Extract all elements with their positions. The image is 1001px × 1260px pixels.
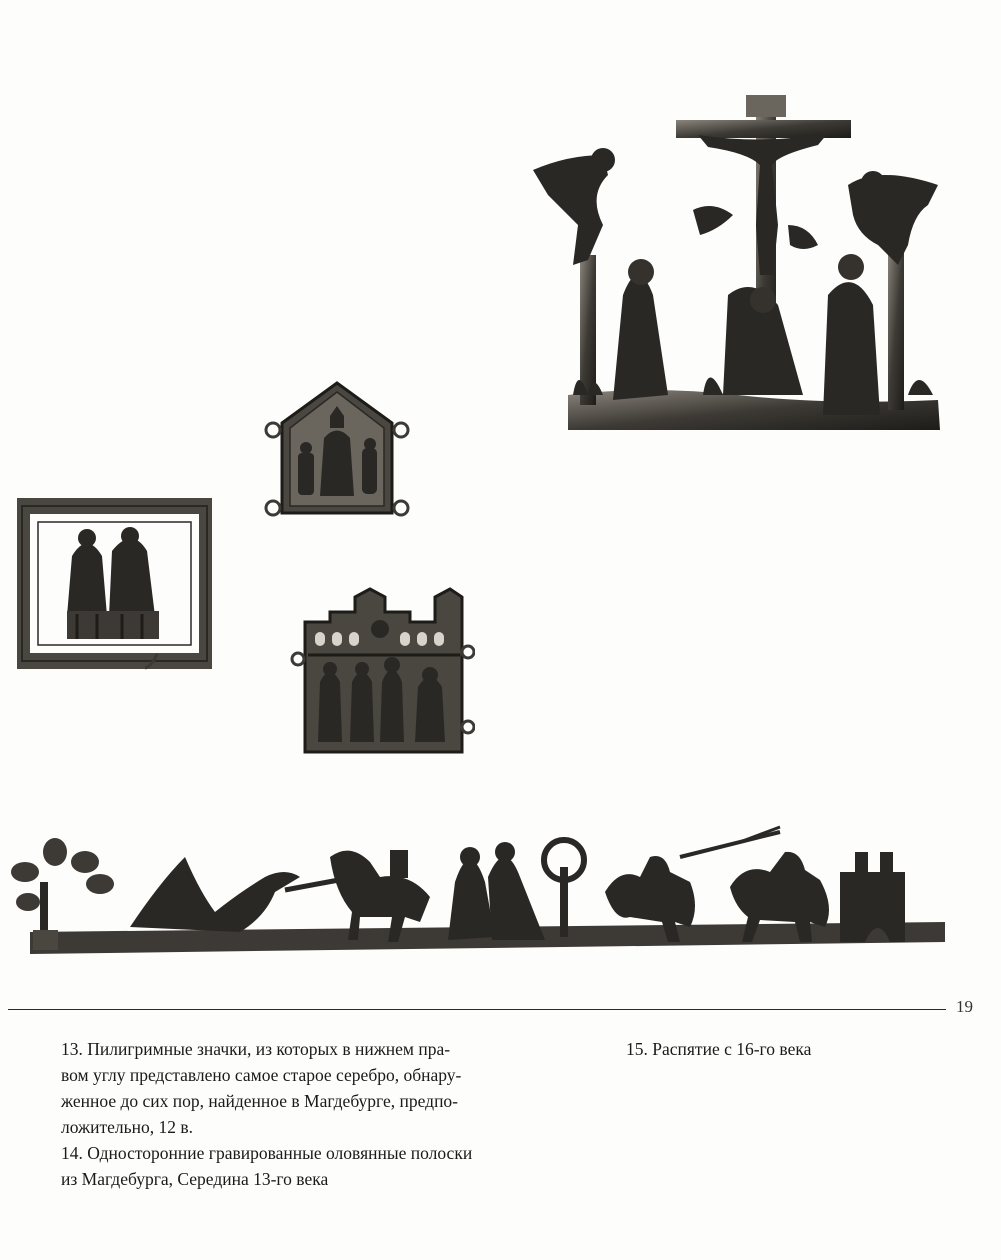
- page-divider-rule: [8, 1009, 946, 1010]
- pilgrim-badge-frame-image: [17, 496, 212, 671]
- crucifixion-relief-svg: [528, 95, 943, 435]
- caption-figure-15: 15. Распятие с 16-го века: [626, 1039, 812, 1059]
- pilgrim-badge-frame-svg: [17, 496, 212, 671]
- pilgrim-badge-church-image: [290, 587, 475, 759]
- crucifixion-relief-image: [528, 95, 943, 435]
- page-number: 19: [956, 997, 973, 1016]
- pewter-strip-svg: [0, 822, 950, 957]
- pilgrim-badge-bishop-image: [262, 378, 412, 523]
- pilgrim-badge-church-svg: [290, 587, 475, 759]
- pilgrim-badge-bishop-svg: [262, 378, 412, 523]
- caption-figures-13-14: 13. Пилигримные значки, из которых в нижнем пра- вом углу представлено самое старое серебро, обнару- женное до сих пор, найденное в Магдебурге, предпо- ложительно, 12 в. 14. Односторонние гравированные оловянные полоски из Магдебурга, Середина 13-го века: [61, 1039, 473, 1189]
- pewter-strip-image: [0, 822, 950, 957]
